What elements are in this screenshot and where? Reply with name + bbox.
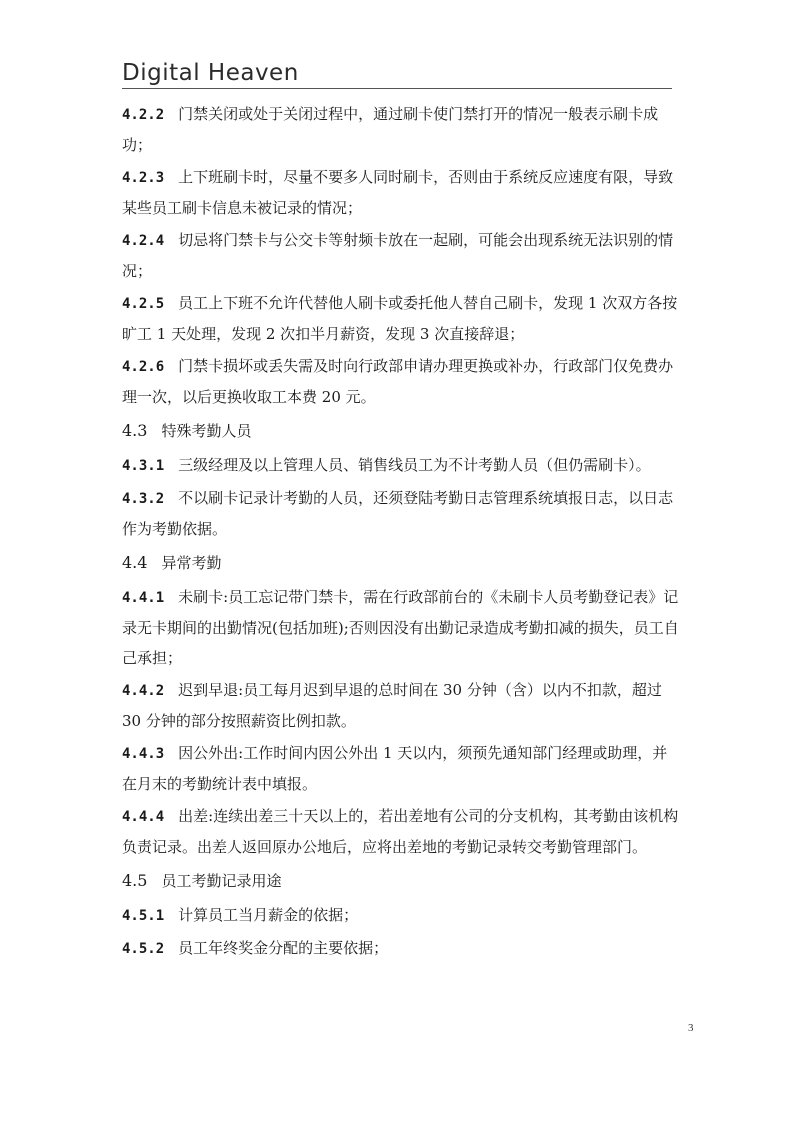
clause-text: 三级经理及以上管理人员、销售线员工为不计考勤人员（但仍需刷卡）。 [178, 456, 651, 474]
clause-paragraph [122, 900, 682, 931]
clause-number: 4.5 [122, 871, 148, 890]
section-heading [122, 866, 682, 896]
clause-paragraph [122, 675, 682, 736]
clause-number: 4.3.1 [122, 458, 165, 474]
clause-text: 切忌将门禁卡与公交卡等射频卡放在一起刷，可能会出现系统无法识别的情况； [122, 231, 674, 280]
clause-number: 4.5.1 [122, 908, 165, 924]
page-number: 3 [688, 1022, 694, 1034]
clause-paragraph [122, 288, 682, 349]
clause-text: 未刷卡:员工忘记带门禁卡，需在行政部前台的《未刷卡人员考勤登记表》记录无卡期间的出勤情况(包括加班);否则因没有出勤记录造成考勤扣减的损失，员工自己承担； [122, 588, 679, 667]
clause-paragraph [122, 225, 682, 286]
clause-text: 迟到早退:员工每月迟到早退的总时间在 30 分钟（含）以内不扣款，超过 30 分钟的部分按照薪资比例扣款。 [122, 681, 662, 730]
clause-paragraph [122, 483, 682, 544]
clause-number: 4.4.1 [122, 590, 165, 606]
clause-number: 4.5.2 [122, 941, 165, 957]
header-divider [122, 88, 672, 89]
clause-number: 4.2.2 [122, 107, 165, 123]
clause-paragraph [122, 99, 682, 160]
clause-text: 门禁卡损坏或丢失需及时向行政部申请办理更换或补办，行政部门仅免费办理一次，以后更换收取工本费 20 元。 [122, 357, 674, 406]
clause-text: 员工年终奖金分配的主要依据； [178, 939, 389, 957]
clause-paragraph [122, 582, 682, 673]
clause-number: 4.2.6 [122, 359, 165, 375]
clause-number: 4.2.4 [122, 233, 165, 249]
company-logo: Digital Heaven [122, 60, 299, 86]
clause-paragraph [122, 351, 682, 412]
clause-text: 门禁关闭或处于关闭过程中，通过刷卡使门禁打开的情况一般表示刷卡成功； [122, 105, 659, 154]
clause-text: 不以刷卡记录计考勤的人员，还须登陆考勤日志管理系统填报日志，以日志作为考勤依据。 [122, 489, 674, 538]
clause-number: 4.4.3 [122, 746, 165, 762]
clause-text: 出差:连续出差三十天以上的，若出差地有公司的分支机构，其考勤由该机构负责记录。出差人返回原办公地后，应将出差地的考勤记录转交考勤管理部门。 [122, 807, 679, 856]
clause-text: 特殊考勤人员 [161, 422, 252, 440]
clause-text: 异常考勤 [161, 554, 222, 572]
section-heading [122, 548, 682, 578]
section-heading [122, 416, 682, 446]
clause-paragraph [122, 738, 682, 799]
clause-paragraph [122, 162, 682, 223]
clause-text: 计算员工当月薪金的依据； [178, 906, 359, 924]
clause-number: 4.2.3 [122, 170, 165, 186]
clause-number: 4.2.5 [122, 296, 165, 312]
document-body [122, 99, 682, 966]
clause-text: 员工上下班不允许代替他人刷卡或委托他人替自己刷卡，发现 1 次双方各按旷工 1 天处理，发现 2 次扣半月薪资，发现 3 次直接辞退； [122, 294, 678, 343]
clause-number: 4.3.2 [122, 491, 165, 507]
clause-number: 4.4.4 [122, 809, 165, 825]
page-header [122, 58, 672, 88]
clause-number: 4.4 [122, 553, 148, 572]
clause-text: 因公外出:工作时间内因公外出 1 天以内，须预先通知部门经理或助理，并在月末的考勤统计表中填报。 [122, 744, 668, 793]
clause-paragraph [122, 933, 682, 964]
clause-text: 员工考勤记录用途 [161, 872, 282, 890]
clause-number: 4.3 [122, 421, 148, 440]
clause-paragraph [122, 801, 682, 862]
clause-paragraph [122, 450, 682, 481]
clause-text: 上下班刷卡时，尽量不要多人同时刷卡，否则由于系统反应速度有限，导致某些员工刷卡信息未被记录的情况； [122, 168, 674, 217]
clause-number: 4.4.2 [122, 683, 165, 699]
